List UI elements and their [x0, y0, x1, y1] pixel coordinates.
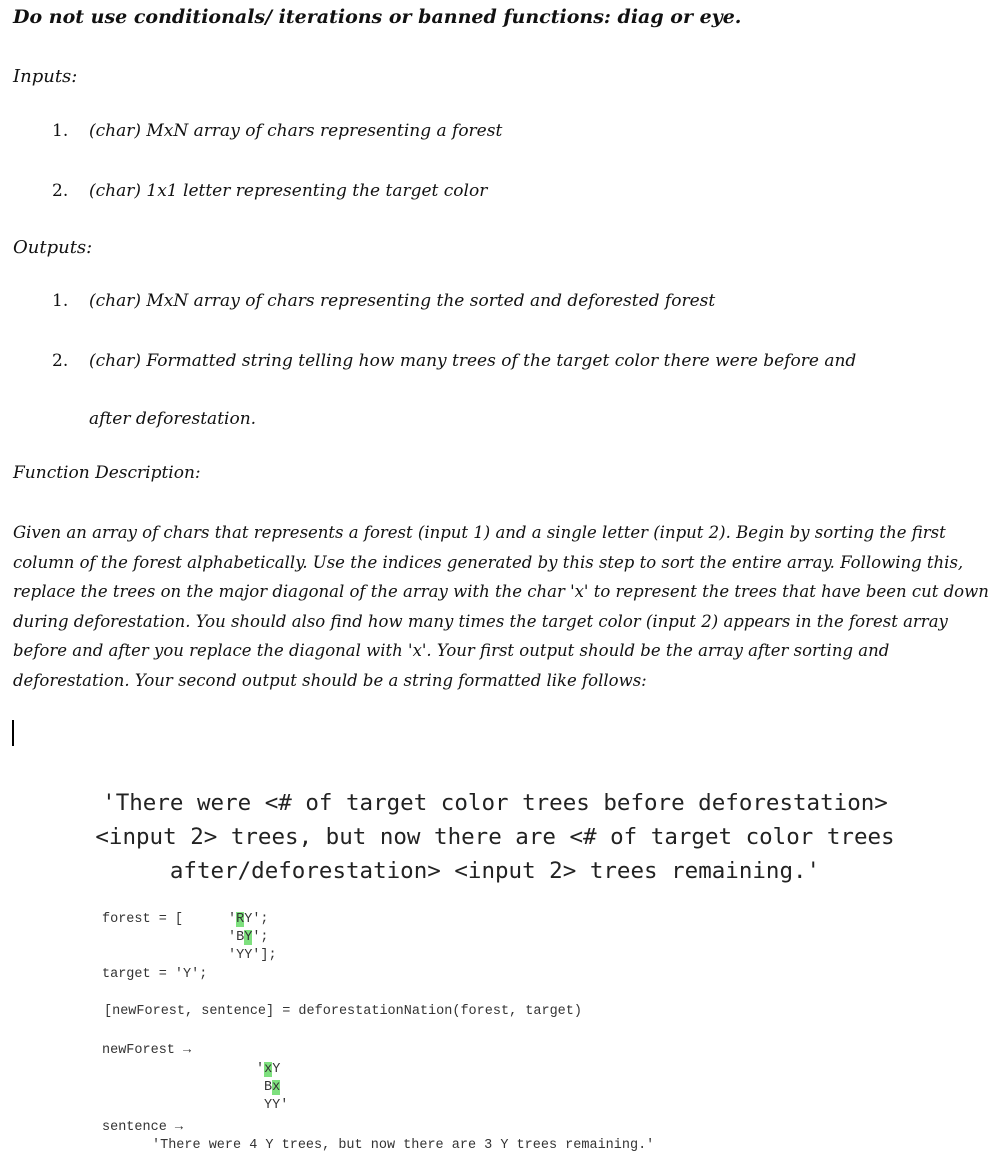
highlight-char: x [272, 1080, 281, 1095]
input-item-1 [52, 121, 502, 141]
text-cursor [12, 720, 14, 746]
sentence-value: 'There were 4 Y trees, but now there are 3 Y trees remaining.' [152, 1138, 655, 1153]
highlight-char: Y [244, 930, 253, 945]
inputs-heading: Inputs: [13, 66, 78, 87]
highlight-char: x [264, 1062, 273, 1077]
list-number: 1. [52, 291, 69, 311]
output-item-text: (char) Formatted string telling how many trees of the target color there were before and [89, 351, 857, 371]
format-line-2: <input 2> trees, but now there are <# of target color trees [95, 824, 895, 850]
list-number: 1. [52, 121, 69, 141]
target-line: target = 'Y'; [102, 967, 208, 982]
format-string-block [0, 786, 990, 888]
output-item-2-continuation: after deforestation. [89, 409, 257, 429]
format-line-1: 'There were <# of target color trees before deforestation> [102, 790, 888, 816]
input-item-2 [52, 181, 487, 201]
call-line: [newForest, sentence] = deforestationNation(forest, target) [104, 1004, 582, 1019]
sentence-label: sentence → [102, 1120, 184, 1135]
input-item-text: (char) MxN array of chars representing a forest [89, 121, 503, 141]
newforest-row-3: YY' [264, 1098, 289, 1113]
newforest-label: newForest → [102, 1043, 192, 1058]
output-item-text: (char) MxN array of chars representing the sorted and deforested forest [89, 291, 716, 311]
output-item-1 [52, 291, 715, 311]
forest-row-3: 'YY']; [228, 948, 277, 963]
newforest-row-2: Bx [264, 1080, 281, 1095]
input-item-text: (char) 1x1 letter representing the target color [89, 181, 488, 201]
list-number: 2. [52, 351, 69, 371]
outputs-heading: Outputs: [13, 237, 93, 258]
forest-row-2: 'BY'; [228, 930, 269, 945]
output-item-2 [52, 351, 856, 371]
description-heading: Function Description: [13, 463, 201, 483]
list-number: 2. [52, 181, 69, 201]
forest-row-1: 'RY'; [228, 912, 269, 927]
forest-label: forest = [ [102, 912, 184, 927]
highlight-char: R [236, 912, 245, 927]
newforest-row-1: 'xY [256, 1062, 281, 1077]
rules-heading: Do not use conditionals/ iterations or banned functions: diag or eye. [13, 6, 742, 28]
format-line-3: after/deforestation> <input 2> trees remaining.' [169, 858, 821, 884]
description-paragraph: Given an array of chars that represents a forest (input 1) and a single letter (input 2). Begin by sorting the first column of the forest alphabetically. Use the indices generated by this step to sort the entire array. Following this, replace the trees on the major diagonal of the array with the char 'x' to represent the trees that have been cut down during deforestation. You should also find how many times the target color (input 2) appears in the forest array before and after you replace the diagonal with 'x'. Your first output should be the array after sorting and deforestation. Your second output should be a string formatted like follows: [13, 523, 989, 690]
